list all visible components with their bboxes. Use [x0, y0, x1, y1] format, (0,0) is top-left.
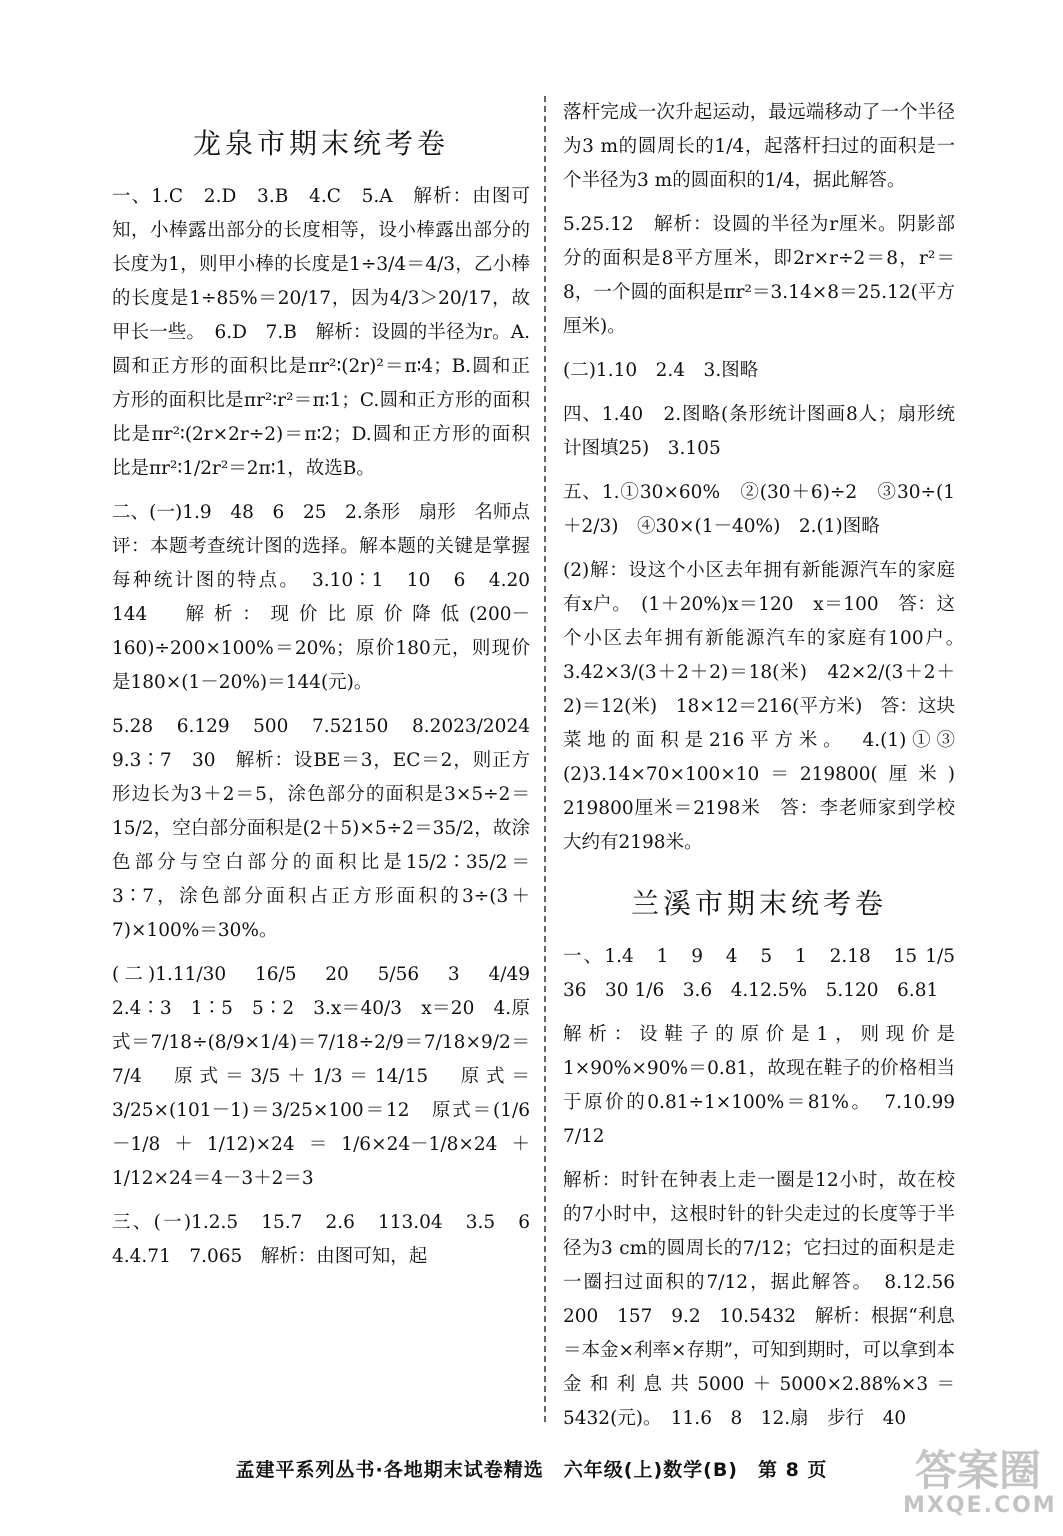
answer-paragraph: 三、(一)1.2.5 15.7 2.6 113.04 3.5 6 4.4.71 7.065 解析：由图可知，起 — [112, 1212, 549, 1267]
answer-paragraph: (二)1.10 2.4 3.图略 — [563, 360, 759, 381]
answer-paragraph: (2)解：设这个小区去年拥有新能源汽车的家庭有x户。 (1＋20%)x＝120 x＝100 答：这个小区去年拥有新能源汽车的家庭有100户。 3.42×3/(3＋2＋2)＝18(米) 42×2/(3＋2＋2)＝12(米) 18×12＝216(平方米) 答：这块菜地的面积是216平方米。 4.(1)①③ (2)3.14×70×100×10＝219800(厘米) 219800厘米＝2198米 答：李老师家到学校大约有2198米。 — [563, 560, 974, 853]
answer-paragraph: 解析：设鞋子的原价是1，则现价是1×90%×90%＝0.81，故现在鞋子的价格相当于原价的0.81÷1×100%＝81%。 7.10.99 7/12 — [563, 1024, 974, 1147]
section-title-lanxi: 兰溪市期末统考卷 — [630, 887, 887, 920]
answer-paragraph: 落杆完成一次升起运动，最远端移动了一个半径为3 m的圆周长的1/4，起落杆扫过的面积是一个半径为3 m的圆面积的1/4，据此解答。 — [563, 102, 955, 191]
section-title-longquan: 龙泉市期末统考卷 — [192, 127, 449, 160]
answer-paragraph: 5.28 6.129 500 7.52150 8.2023/2024 9.3∶7 30 解析：设BE＝3，EC＝2，则正方形边长为3＋2＝5，涂色部分的面积是3×5÷2＝15/2，空白部分面积是(2＋5)×5÷2＝35/2，故涂色部分与空白部分的面积比是15/2∶35/2＝3∶7，涂色部分面积占正方形面积的3÷(3＋7)×100%＝30%。 — [112, 716, 549, 941]
watermark-text: 答案圈 — [914, 1446, 1041, 1495]
answer-paragraph: 一、1.4 1 9 4 5 1 2.18 15 1/5 36 30 1/6 3.6 4.12.5% 5.120 6.81 — [563, 946, 974, 1001]
answer-paragraph: 四、1.40 2.图略(条形统计图画8人；扇形统计图填25) 3.105 — [563, 404, 955, 459]
answer-paragraph: 五、1.①30×60% ②(30＋6)÷2 ③30÷(1＋2/3) ④30×(1－40%) 2.(1)图略 — [563, 482, 955, 537]
answer-paragraph: 解析：时针在钟表上走一圈是12小时，故在校的7小时中，这根时针的针尖走过的长度等于半径为3 cm的圆周长的7/12；它扫过的面积是走一圈扫过面积的7/12，据此解答。 8.12.56 200 157 9.2 10.5432 解析：根据“利息＝本金×利率×存期”，可知到期时，可以拿到本金和利息共5000＋5000×2.88%×3＝5432(元)。 11.6 8 12.扇 步行 40 — [563, 1170, 974, 1429]
left-column — [112, 100, 549, 1284]
answer-paragraph: 二、(一)1.9 48 6 25 2.条形 扇形 名师点评：本题考查统计图的选择。解本题的关键是掌握每种统计图的特点。 3.10∶1 10 6 4.20 144 解析：现价比原价降低(200－160)÷200×100%＝20%；原价180元，则现价是180×(1－20%)＝144(元)。 — [112, 502, 549, 693]
answer-paragraph: 5.25.12 解析：设圆的半径为r厘米。阴影部分的面积是8平方厘米，即2r×r÷2＝8，r²＝8，一个圆的面积是πr²＝3.14×8＝25.12(平方厘米)。 — [563, 214, 955, 337]
watermark-logo — [903, 1438, 1057, 1518]
right-column — [563, 96, 974, 1446]
watermark-url: MXQE.COM — [903, 1493, 1057, 1518]
answer-paragraph: 一、1.C 2.D 3.B 4.C 5.A 解析：由图可知，小棒露出部分的长度相等，设小棒露出部分的长度为1，则甲小棒的长度是1÷3/4＝4/3，乙小棒的长度是1÷85%＝20/17，因为4/3＞20/17，故甲长一些。 6.D 7.B 解析：设圆的半径为r。A.圆和正方形的面积比是πr²∶(2r)²＝π∶4；B.圆和正方形的面积比是πr²∶r²＝π∶1；C.圆和正方形的面积比是πr²∶(2r×2r÷2)＝π∶2；D.圆和正方形的面积比是πr²∶1/2r²＝2π∶1，故选B。 — [112, 186, 530, 479]
page-footer: 孟建平系列丛书·各地期末试卷精选 六年级(上)数学(B) 第 8 页 — [235, 1459, 828, 1481]
answer-paragraph: (二)1.11/30 16/5 20 5/56 3 4/49 2.4∶3 1∶5 5∶2 3.x＝40/3 x＝20 4.原式＝7/18÷(8/9×1/4)＝7/18÷2/9＝7/18×9/2＝7/4 原式＝3/5＋1/3＝14/15 原式＝3/25×(101－1)＝3/25×100＝12 原式＝(1/6－1/8＋1/12)×24＝1/6×24－1/8×24＋1/12×24＝4－3＋2＝3 — [112, 964, 549, 1189]
column-divider — [544, 96, 546, 1422]
